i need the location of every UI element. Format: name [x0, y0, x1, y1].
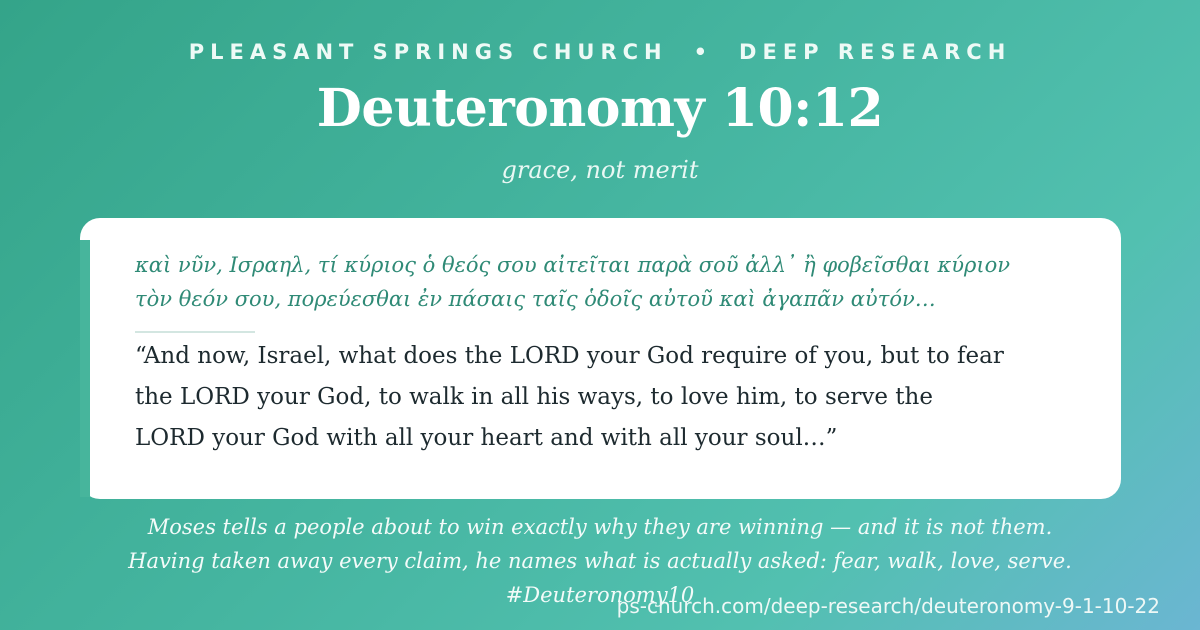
organization-name: PLEASANT SPRINGS CHURCH: [188, 40, 668, 64]
commentary-line: Having taken away every claim, he names what is actually asked: fear, walk, love, serve.: [128, 549, 1072, 573]
verse-card: [80, 218, 1121, 499]
greek-text: [135, 248, 1075, 316]
divider: [135, 331, 255, 333]
hashtag: #Deuteronomy10: [505, 583, 695, 607]
greek-line: καὶ νῦν, Ισραηλ, τί κύριος ὁ θεός σου αἰτεῖται παρὰ σοῦ ἀλλ᾽ ἢ φοβεῖσθαι κύριον: [135, 253, 1011, 277]
accent-bar: [80, 240, 90, 497]
header-eyebrow: [0, 40, 1200, 64]
page-subtitle: grace, not merit: [501, 156, 699, 184]
english-translation: [135, 336, 1105, 459]
separator-dot: •: [693, 40, 714, 64]
english-line: LORD your God with all your heart and with all your soul…”: [135, 425, 838, 451]
greek-line: τὸν θεόν σου, πορεύεσθαι ἐν πάσαις ταῖς ὁδοῖς αὐτοῦ καὶ ἀγαπᾶν αὐτόν…: [135, 287, 936, 311]
commentary-line: Moses tells a people about to win exactly why they are winning — and it is not them.: [147, 515, 1053, 539]
english-line: the LORD your God, to walk in all his ways, to love him, to serve the: [135, 384, 933, 410]
section-name: DEEP RESEARCH: [739, 40, 1012, 64]
english-line: “And now, Israel, what does the LORD your God require of you, but to fear: [135, 343, 1004, 369]
source-url: ps-church.com/deep-research/deuteronomy-9-1-10-22: [616, 594, 1160, 618]
page-title: Deuteronomy 10:12: [316, 78, 884, 139]
